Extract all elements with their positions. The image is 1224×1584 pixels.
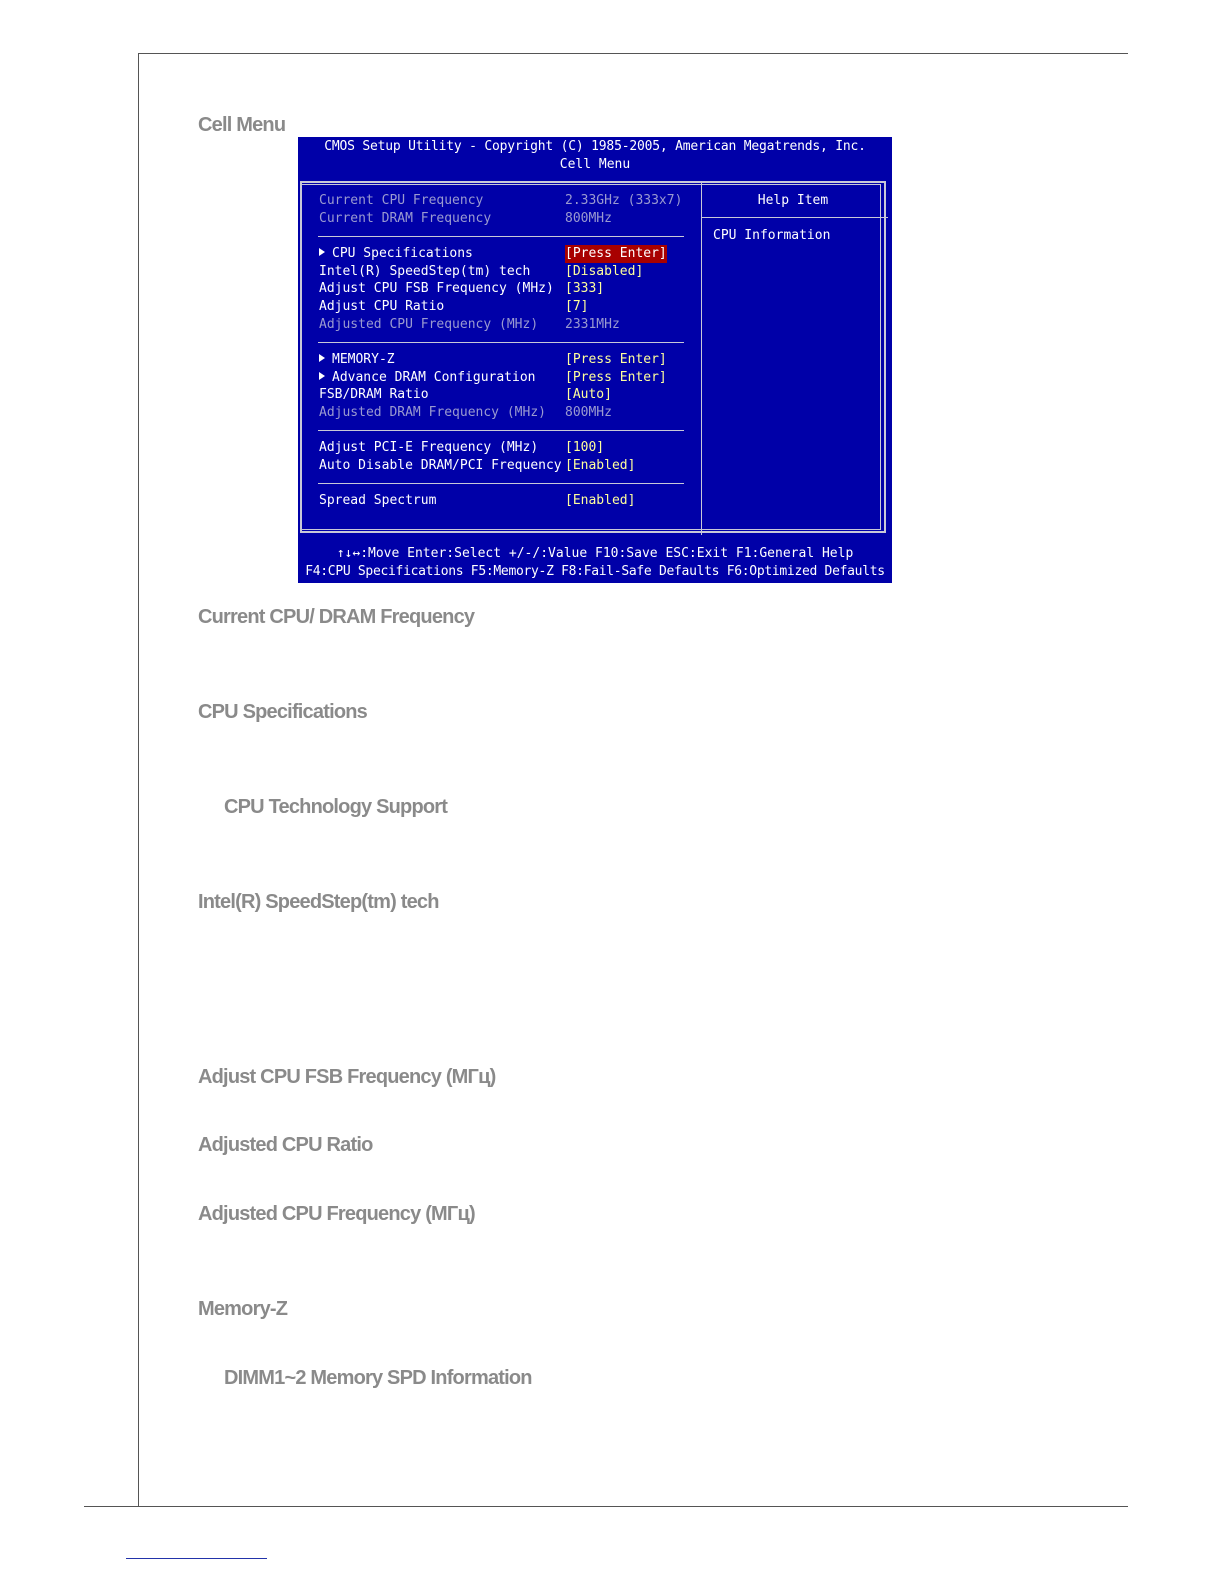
bios-screenshot: [298, 137, 892, 583]
bios-row-label: Adjust CPU FSB Frequency (MHz): [319, 281, 554, 296]
bios-row-value[interactable]: [Press Enter]: [565, 370, 667, 385]
bios-row-adjust-pcie[interactable]: [319, 439, 689, 456]
bios-row-current-cpu-frequency: [319, 192, 689, 209]
bios-row-value[interactable]: [Enabled]: [565, 458, 636, 473]
bios-row-value[interactable]: [Press Enter]: [565, 352, 667, 367]
bios-row-value: 800MHz: [565, 405, 612, 420]
submenu-arrow-icon: [319, 248, 325, 256]
bios-row-value[interactable]: [Auto]: [565, 387, 612, 402]
bios-row-label: Adjust PCI-E Frequency (MHz): [319, 440, 539, 455]
bios-separator: [318, 236, 684, 237]
bios-row-label: MEMORY-Z: [319, 351, 395, 369]
bios-row-current-dram-frequency: [319, 210, 689, 227]
bios-row-label: CPU Specifications: [319, 245, 473, 263]
bios-row-spread-spectrum[interactable]: [319, 492, 689, 509]
bios-separator: [318, 483, 684, 484]
bios-row-value[interactable]: [100]: [565, 440, 605, 455]
bios-row-auto-disable[interactable]: [319, 457, 689, 474]
bios-row-label: Spread Spectrum: [319, 493, 437, 508]
bios-help-text: CPU Information: [713, 228, 831, 243]
top-rule: [138, 53, 1128, 54]
heading-cpu-specifications: CPU Specifications: [198, 701, 367, 723]
bios-row-memory-z[interactable]: [319, 351, 689, 368]
bios-row-value[interactable]: [Disabled]: [565, 264, 644, 279]
bios-row-adjust-cpu-ratio[interactable]: [319, 298, 689, 315]
bios-row-label: Current DRAM Frequency: [319, 211, 492, 226]
bios-row-adjusted-cpu-frequency: [319, 316, 689, 333]
bios-row-label: FSB/DRAM Ratio: [319, 387, 429, 402]
bottom-rule: [84, 1506, 1128, 1507]
bios-menu-name: Cell Menu: [559, 157, 631, 172]
bios-row-label: Current CPU Frequency: [319, 193, 484, 208]
bios-row-label: Adjust CPU Ratio: [319, 299, 445, 314]
bios-key-legend-2: F4:CPU Specifications F5:Memory-Z F8:Fail-Safe Defaults F6:Optimized Defaults: [305, 564, 885, 579]
heading-cell-menu: Cell Menu: [198, 114, 286, 136]
heading-adjust-cpu-fsb: Adjust CPU FSB Frequency (МГц): [198, 1066, 496, 1088]
bios-key-legend-1: ↑↓↔:Move Enter:Select +/-/:Value F10:Save ESC:Exit F1:General Help: [336, 546, 854, 561]
bios-row-adjusted-dram-frequency: [319, 404, 689, 421]
bios-separator: [318, 430, 684, 431]
bios-row-value: 2331MHz: [565, 317, 620, 332]
bios-row-label: Intel(R) SpeedStep(tm) tech: [319, 264, 531, 279]
heading-speedstep: Intel(R) SpeedStep(tm) tech: [198, 891, 439, 913]
bios-row-value[interactable]: [7]: [565, 299, 589, 314]
bios-row-label: Adjusted CPU Frequency (MHz): [319, 317, 539, 332]
heading-current-cpu-dram-frequency: Current CPU/ DRAM Frequency: [198, 606, 475, 628]
bios-separator: [318, 342, 684, 343]
bios-row-value: 2.33GHz (333x7): [565, 193, 683, 208]
bios-help-title: Help Item: [757, 193, 829, 208]
bios-row-value[interactable]: [333]: [565, 281, 605, 296]
bios-row-value[interactable]: [Press Enter]: [565, 246, 667, 261]
submenu-arrow-icon: [319, 372, 325, 380]
bios-row-value: 800MHz: [565, 211, 612, 226]
heading-memory-z: Memory-Z: [198, 1298, 288, 1320]
footer-link-line: [126, 1558, 267, 1559]
bios-row-advance-dram[interactable]: [319, 369, 689, 386]
heading-cpu-technology-support: CPU Technology Support: [224, 796, 448, 818]
bios-row-adjust-fsb[interactable]: [319, 280, 689, 297]
bios-title: CMOS Setup Utility - Copyright (C) 1985-2005, American Megatrends, Inc.: [324, 139, 866, 154]
submenu-arrow-icon: [319, 354, 325, 362]
bios-row-speedstep[interactable]: [319, 263, 689, 280]
heading-adjusted-cpu-ratio: Adjusted CPU Ratio: [198, 1134, 373, 1156]
bios-row-cpu-specifications[interactable]: [319, 245, 689, 262]
bios-row-label: Advance DRAM Configuration: [319, 369, 536, 387]
left-rule: [138, 53, 139, 1507]
bios-row-label: Adjusted DRAM Frequency (MHz): [319, 405, 546, 420]
bios-row-label: Auto Disable DRAM/PCI Frequency: [319, 458, 562, 473]
bios-help-header-divider: [702, 217, 888, 218]
bios-row-value[interactable]: [Enabled]: [565, 493, 636, 508]
bios-help-divider: [701, 183, 702, 535]
heading-adjusted-cpu-frequency: Adjusted CPU Frequency (МГц): [198, 1203, 475, 1225]
heading-dimm-spd-information: DIMM1~2 Memory SPD Information: [224, 1367, 532, 1389]
bios-row-fsb-dram-ratio[interactable]: [319, 386, 689, 403]
